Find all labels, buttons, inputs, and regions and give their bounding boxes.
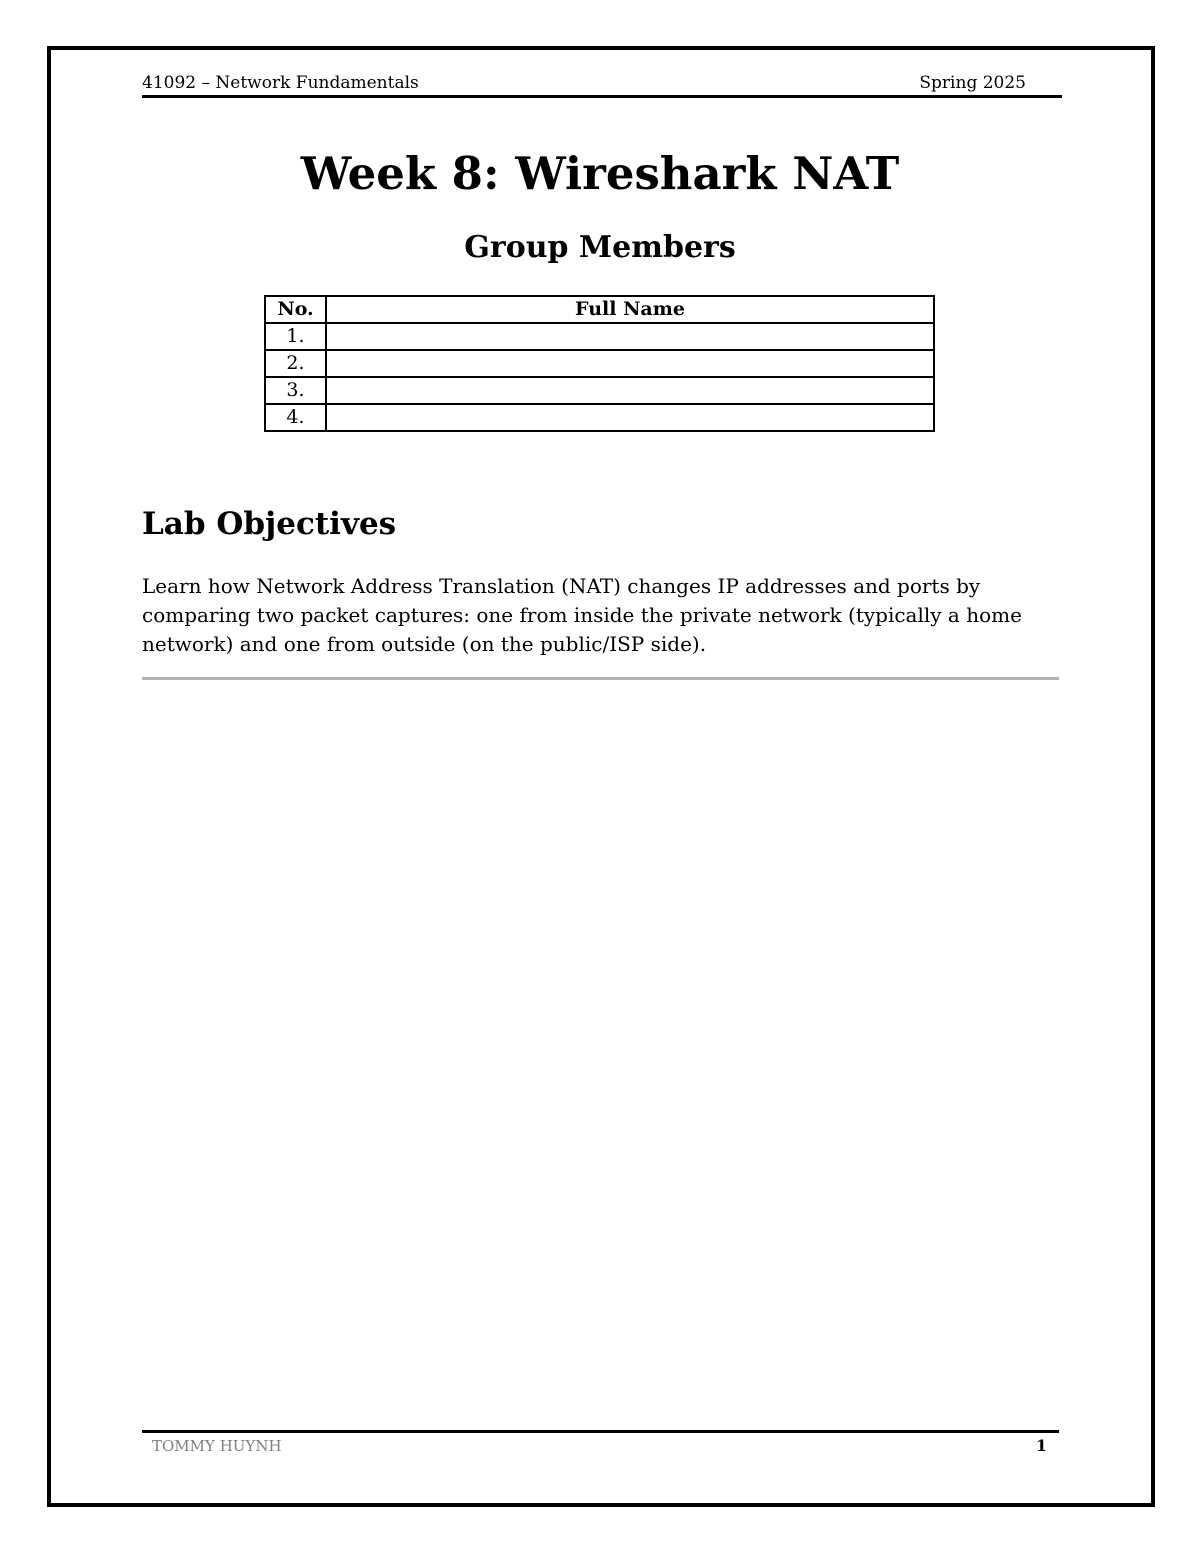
table-row <box>265 350 934 377</box>
page-number: 1 <box>1035 1436 1047 1455</box>
header-course: 41092 – Network Fundamentals <box>142 73 419 93</box>
full-name-cell[interactable] <box>326 323 934 350</box>
table-row <box>265 323 934 350</box>
full-name-cell[interactable] <box>326 377 934 404</box>
column-header-full-name: Full Name <box>326 296 934 323</box>
column-header-no: No. <box>265 296 326 323</box>
section-divider <box>142 677 1059 680</box>
footer-author: TOMMY HUYNH <box>152 1437 282 1455</box>
full-name-cell[interactable] <box>326 350 934 377</box>
table-header-row <box>265 296 934 323</box>
row-number: 4. <box>265 404 326 431</box>
row-number: 3. <box>265 377 326 404</box>
group-members-heading: Group Members <box>464 230 736 265</box>
header-term: Spring 2025 <box>919 73 1026 93</box>
row-number: 2. <box>265 350 326 377</box>
lab-objectives-heading: Lab Objectives <box>142 506 397 542</box>
group-members-table <box>264 295 935 432</box>
table-row <box>265 377 934 404</box>
table-row <box>265 404 934 431</box>
page-title: Week 8: Wireshark NAT <box>300 147 900 200</box>
row-number: 1. <box>265 323 326 350</box>
footer-rule <box>142 1430 1059 1433</box>
lab-objectives-text: Learn how Network Address Translation (NAT) changes IP addresses and ports by comparing two packet captures: one from inside the private network (typically a home network) and one from outside (on the public/ISP side). <box>142 574 1022 656</box>
header-rule <box>142 95 1062 98</box>
full-name-cell[interactable] <box>326 404 934 431</box>
